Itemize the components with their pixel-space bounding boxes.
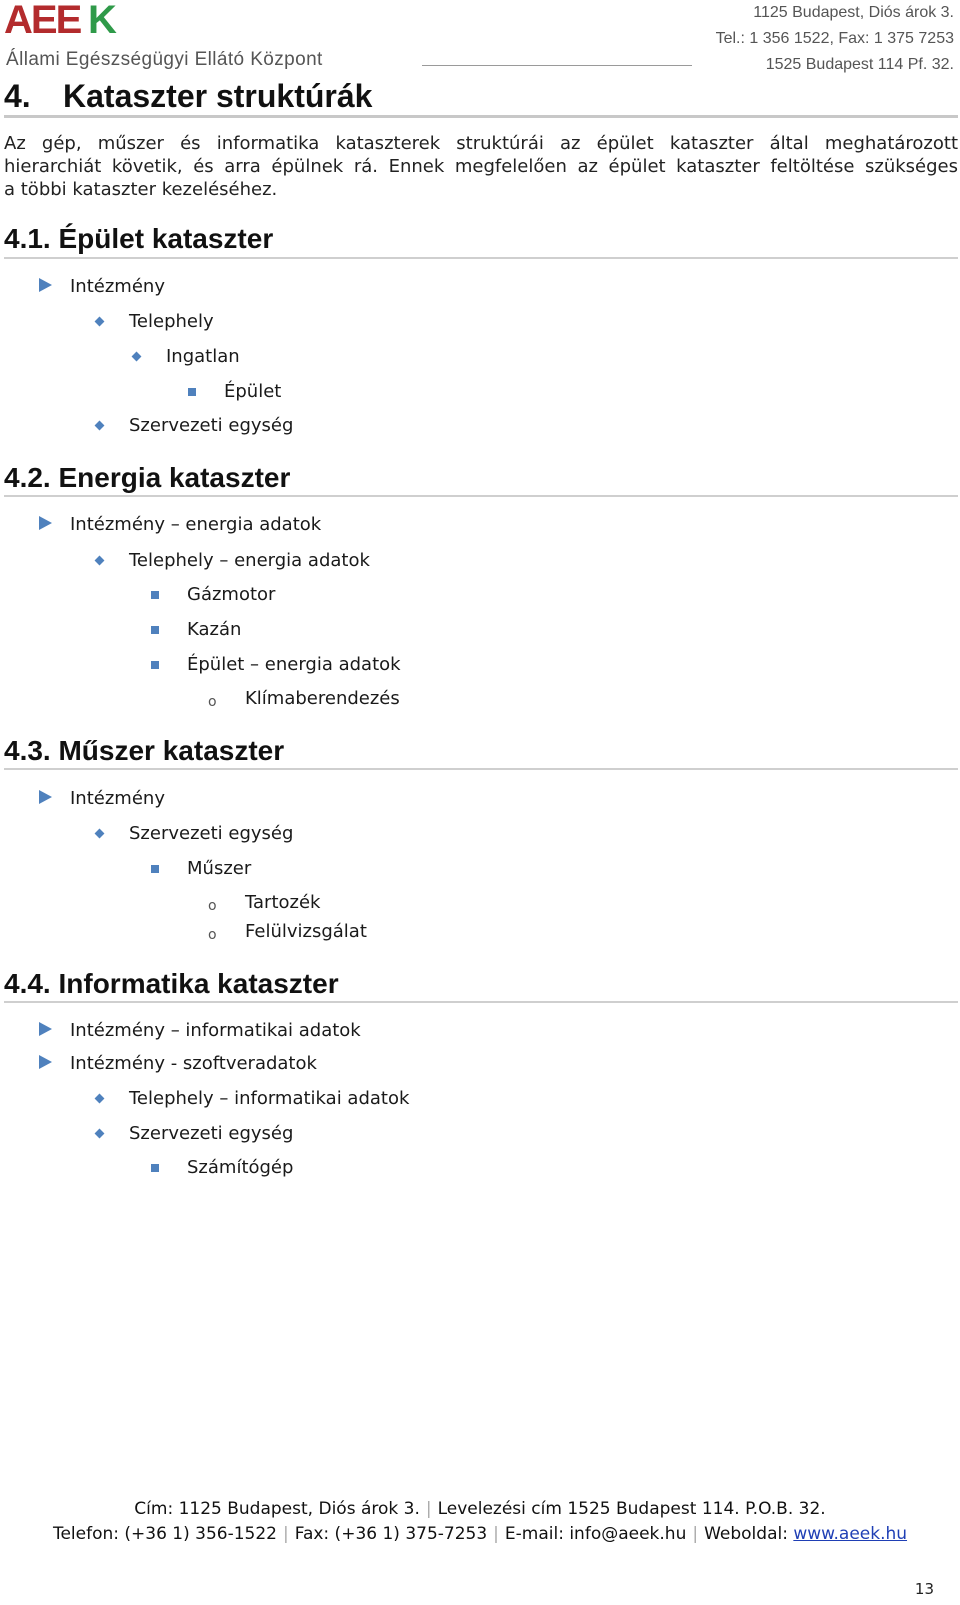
diamond-bullet-icon xyxy=(95,421,105,431)
footer-separator: | xyxy=(425,1499,432,1519)
section-title xyxy=(4,76,372,116)
list-item: Számítógép xyxy=(187,1157,294,1178)
footer-line-2 xyxy=(0,1522,960,1547)
list-item: Telephely – informatikai adatok xyxy=(129,1088,410,1109)
intro-paragraph xyxy=(4,132,958,201)
square-bullet-icon xyxy=(151,661,159,669)
intro-line: hierarchiát követik, és arra épülnek rá. Ennek megfelelően az épület kataszter feltöltése szükséges xyxy=(4,156,958,177)
subsection-heading: 4.2. Energia kataszter xyxy=(4,462,291,493)
list-item: Gázmotor xyxy=(187,584,276,605)
list-item: Kazán xyxy=(187,619,242,640)
list-item: Intézmény – energia adatok xyxy=(70,514,322,535)
section-rule xyxy=(4,115,958,118)
svg-text:K: K xyxy=(88,0,117,40)
intro-line: Az gép, műszer és informatika kataszterek struktúrái az épület kataszter által meghatározott xyxy=(4,133,958,154)
list-item: Intézmény – informatikai adatok xyxy=(70,1020,361,1041)
footer-separator: | xyxy=(692,1524,699,1544)
square-bullet-icon xyxy=(151,591,159,599)
triangle-bullet-icon xyxy=(39,516,52,530)
footer-phone: Telefon: (+36 1) 356-1522 xyxy=(52,1524,277,1544)
square-bullet-icon xyxy=(188,388,196,396)
list-item: Felülvizsgálat xyxy=(245,921,367,942)
footer-web-label: Weboldal: xyxy=(704,1524,794,1544)
list-item: Műszer xyxy=(187,858,252,879)
aeek-logo xyxy=(4,0,164,40)
address-line: Tel.: 1 356 1522, Fax: 1 375 7253 xyxy=(715,30,954,47)
square-bullet-icon xyxy=(151,1164,159,1172)
subsection-rule xyxy=(4,768,958,770)
intro-line: a többi kataszter kezeléséhez. xyxy=(4,179,278,200)
list-item: Szervezeti egység xyxy=(129,1123,294,1144)
triangle-bullet-icon xyxy=(39,790,52,804)
list-item: Szervezeti egység xyxy=(129,823,294,844)
subsection-heading: 4.1. Épület kataszter xyxy=(4,223,274,254)
footer-postal-address: Levelezési cím 1525 Budapest 114. P.O.B. 32. xyxy=(437,1499,826,1519)
diamond-bullet-icon xyxy=(95,829,105,839)
list-item: Ingatlan xyxy=(166,346,240,367)
footer-address: Cím: 1125 Budapest, Diós árok 3. xyxy=(134,1499,420,1519)
section-number: 4. xyxy=(4,78,31,114)
list-item: Telephely xyxy=(129,311,214,332)
subsection-rule xyxy=(4,495,958,497)
circle-bullet-icon: o xyxy=(208,898,217,914)
subsection-rule xyxy=(4,257,958,259)
subsection-heading: 4.4. Informatika kataszter xyxy=(4,968,339,999)
list-item: Klímaberendezés xyxy=(245,688,400,709)
triangle-bullet-icon xyxy=(39,278,52,292)
triangle-bullet-icon xyxy=(39,1022,52,1036)
org-name: Állami Egészségügyi Ellátó Központ xyxy=(6,49,323,70)
diamond-bullet-icon xyxy=(132,352,142,362)
section-title-text: Kataszter struktúrák xyxy=(63,78,373,114)
square-bullet-icon xyxy=(151,626,159,634)
diamond-bullet-icon xyxy=(95,1094,105,1104)
list-item: Tartozék xyxy=(245,892,321,913)
page-footer xyxy=(0,1497,960,1547)
svg-text:AEE: AEE xyxy=(4,0,81,40)
page-header xyxy=(0,0,960,75)
footer-separator: | xyxy=(493,1524,499,1544)
diamond-bullet-icon xyxy=(95,317,105,327)
header-divider xyxy=(422,65,692,66)
list-item: Épület xyxy=(224,381,282,402)
footer-line-1 xyxy=(0,1497,960,1522)
diamond-bullet-icon xyxy=(95,556,105,566)
circle-bullet-icon: o xyxy=(208,927,217,943)
diamond-bullet-icon xyxy=(95,1129,105,1139)
header-address xyxy=(716,0,954,78)
footer-email: E-mail: info@aeek.hu xyxy=(504,1524,687,1544)
circle-bullet-icon: o xyxy=(208,694,217,710)
page-number: 13 xyxy=(914,1580,934,1598)
footer-website-link[interactable]: www.aeek.hu xyxy=(793,1524,908,1544)
footer-fax: Fax: (+36 1) 375-7253 xyxy=(294,1524,488,1544)
list-item: Telephely – energia adatok xyxy=(129,550,370,571)
list-item: Intézmény - szoftveradatok xyxy=(70,1053,317,1074)
subsection-rule xyxy=(4,1001,958,1003)
footer-separator: | xyxy=(283,1524,289,1544)
address-line: 1525 Budapest 114 Pf. 32. xyxy=(765,56,954,73)
square-bullet-icon xyxy=(151,865,159,873)
list-item: Épület – energia adatok xyxy=(187,654,401,675)
list-item: Intézmény xyxy=(70,788,165,809)
address-line: 1125 Budapest, Diós árok 3. xyxy=(753,4,954,21)
list-item: Intézmény xyxy=(70,276,165,297)
subsection-heading: 4.3. Műszer kataszter xyxy=(4,735,285,766)
list-item: Szervezeti egység xyxy=(129,415,294,436)
triangle-bullet-icon xyxy=(39,1055,52,1069)
